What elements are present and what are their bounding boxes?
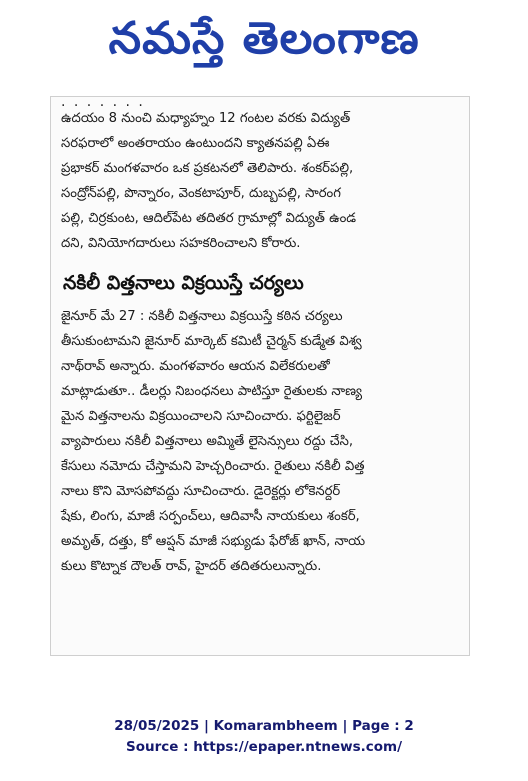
article-line: ప్రభాకర్ మంగళవారం ఒక ప్రకటనలో తెలిపారు. శంకర్‌పల్లి, (61, 161, 354, 176)
clipping-content (61, 97, 461, 579)
article-line: అమృత్, దత్తు, కో ఆప్షన్ మాజీ సభ్యుడు ఫేరోజ్ ఖాన్, నాయ (61, 534, 366, 549)
article-power-outage-body (61, 106, 461, 256)
source-link[interactable]: Source : https://epaper.ntnews.com/ (125, 739, 403, 755)
article-line: కులు కొట్నాక దౌలత్ రావ్, హైదర్ తదితరులున్నారు. (61, 559, 322, 574)
article-line: దని, వినియోగదారులు సహకరించాలని కోరారు. (61, 236, 301, 251)
article-line: మైన విత్తనాలను విక్రయించాలని సూచించారు. ఫర్టిలైజర్ (61, 409, 341, 424)
article-line: పల్లి, చిర్రకుంట, ఆదిల్‌పేట తదితర గ్రామాల్లో విద్యుత్ ఉండ (61, 211, 357, 226)
article-fake-seeds-body (61, 304, 461, 579)
article-line: షేకు, లింగు, మాజీ సర్పంచ్‌లు, ఆదివాసీ నాయకులు శంకర్, (61, 509, 360, 524)
article-line: వ్యాపారులు నకిలీ విత్తనాలు అమ్మితే లైసెన్సులు రద్దు చేసి, (61, 434, 354, 449)
edition-info: 28/05/2025 | Komarambheem | Page : 2 (114, 718, 414, 734)
article-line: నాథ్‌రావ్ అన్నారు. మంగళవారం ఆయన విలేకరులతో (61, 359, 330, 374)
article-line: తీసుకుంటామని జైనూర్ మార్కెట్ కమిటీ చైర్మన్ కుడ్మేత విశ్వ (61, 334, 362, 349)
article-line: సంద్రోన్‌పల్లి, పొన్నారం, వెంకటాపూర్, దుబ్బపల్లి, సారంగ (61, 186, 341, 201)
clipped-text-fragment: · · · · · · · (61, 98, 145, 114)
article-line: జైనూర్ మే 27 : నకిలీ విత్తనాలు విక్రయిస్తే కఠిన చర్యలు (61, 309, 343, 324)
masthead-logo: నమస్తే తెలంగాణ (108, 13, 420, 64)
news-clipping (50, 96, 470, 656)
article-line: సరఫరాలో అంతరాయం ఉంటుందని క్యాతనపల్లి ఏఈ (61, 136, 330, 151)
article-line: నాలు కొని మోసపోవద్దు సూచించారు. డైరెక్టర్లు లోకెనర్దర్ (61, 484, 341, 499)
article-line: మాట్లాడుతూ.. డీలర్లు నిబంధనలు పాటిస్తూ రైతులకు నాణ్య (61, 384, 363, 399)
article-headline: నకిలీ విత్తనాలు విక్రయిస్తే చర్యలు (63, 272, 304, 294)
article-line: కేసులు నమోదు చేస్తామని హెచ్చరించారు. రైతులు నకిలీ విత్త (61, 459, 365, 474)
article-line: ఉదయం 8 నుంచి మధ్యాహ్నం 12 గంటల వరకు విద్యుత్ (61, 111, 351, 126)
epaper-footer (0, 716, 528, 758)
newspaper-masthead (0, 0, 528, 82)
